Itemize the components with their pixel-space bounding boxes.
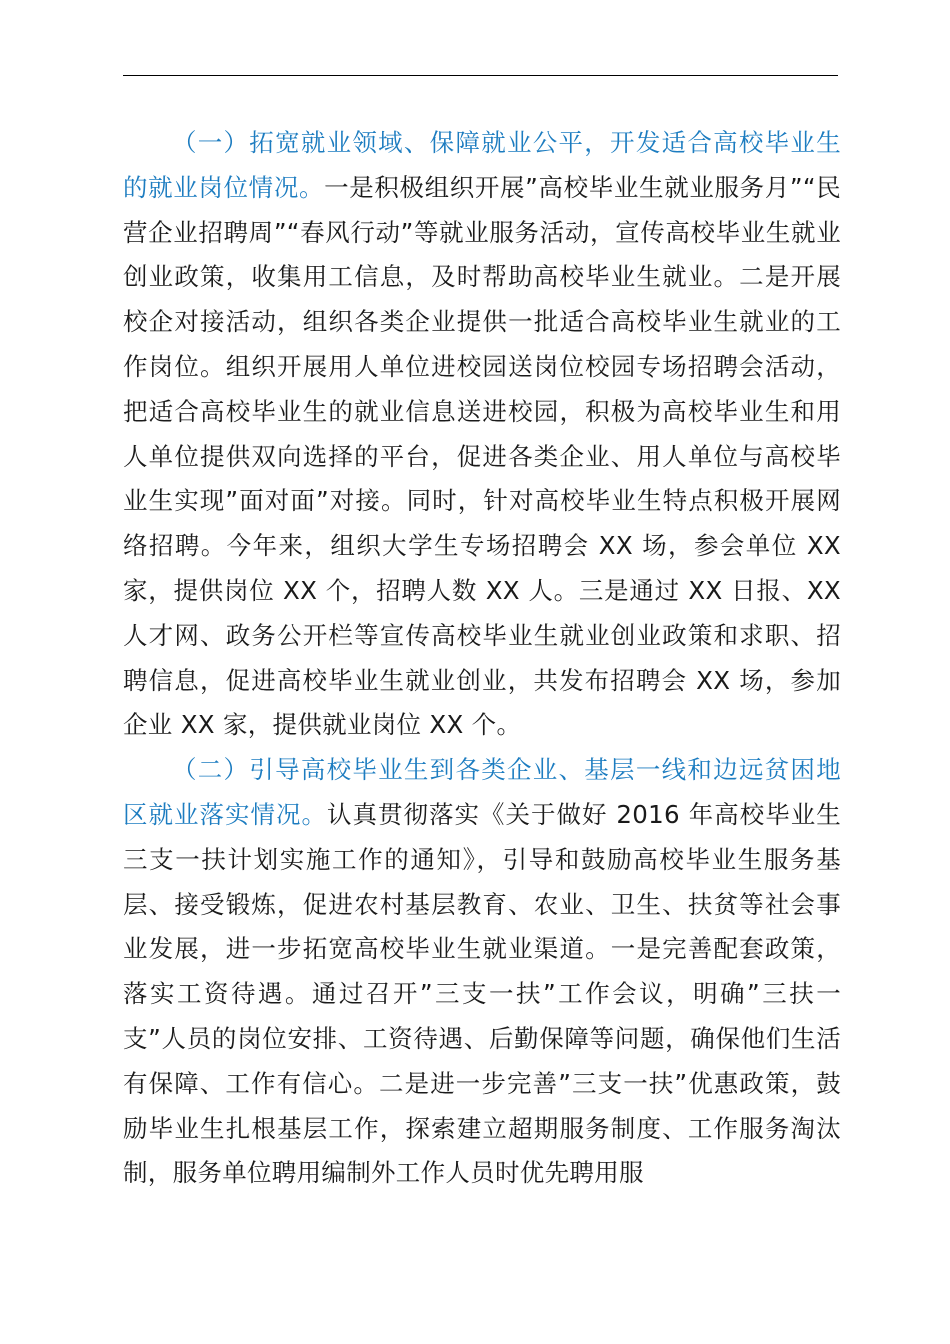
header-rule <box>123 75 838 76</box>
paragraph-1-text: 一是积极组织开展”高校毕业生就业服务月”“民营企业招聘周”“春风行动”等就业服务活动，宣传高校毕业生就业创业政策，收集用工信息，及时帮助高校毕业生就业。二是开展校企对接活动，组织各类企业提供一批适合高校毕业生就业的工作岗位。组织开展用人单位进校园送岗位校园专场招聘会活动，把适合高校毕业生的就业信息送进校园，积极为高校毕业生和用人单位提供双向选择的平台，促进各类企业、用人单位与高校毕业生实现”面对面”对接。同时，针对高校毕业生特点积极开展网络招聘。今年来，组织大学生专场招聘会 XX 场，参会单位 XX 家，提供岗位 XX 个，招聘人数 XX 人。三是通过 XX 日报、XX 人才网、政务公开栏等宣传高校毕业生就业创业政策和求职、招聘信息，促进高校毕业生就业创业，共发布招聘会 XX 场，参加企业 XX 家，提供就业岗位 XX 个。 <box>123 172 841 740</box>
section-heading-2: （二）引导高校毕业生到各类企业、基层一线和边远贫困地区就业落实情况。 <box>123 755 841 829</box>
paragraph-2 <box>123 748 841 1196</box>
paragraph-2-text: 认真贯彻落实《关于做好 2016 年高校毕业生三支一扶计划实施工作的通知》，引导和鼓励高校毕业生服务基层、接受锻炼，促进农村基层教育、农业、卫生、扶贫等社会事业发展，进一步拓宽高校毕业生就业渠道。一是完善配套政策，落实工资待遇。通过召开”三支一扶”工作会议，明确”三扶一支”人员的岗位安排、工资待遇、后勤保障等问题，确保他们生活有保障、工作有信心。二是进一步完善”三支一扶”优惠政策，鼓励毕业生扎根基层工作，探索建立超期服务制度、工作服务淘汰制，服务单位聘用编制外工作人员时优先聘用服 <box>123 799 842 1188</box>
section-heading-1: （一）拓宽就业领域、保障就业公平，开发适合高校毕业生的就业岗位情况。 <box>123 128 841 202</box>
document-body <box>123 121 841 1196</box>
paragraph-1 <box>123 121 841 748</box>
